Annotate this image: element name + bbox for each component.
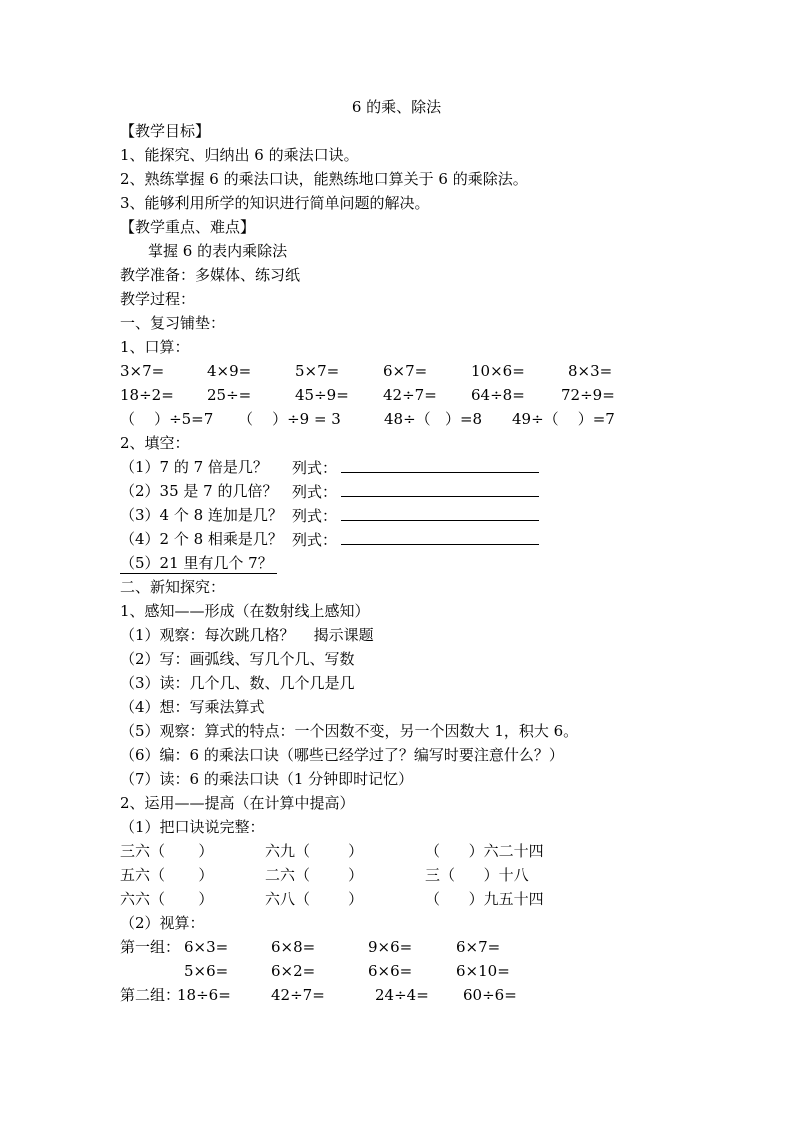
goal-item: 3、能够利用所学的知识进行简单问题的解决。: [120, 194, 430, 212]
step-item: （7）读：6 的乘法口诀（1 分钟即时记忆）: [120, 770, 414, 788]
visual-calc-cell: 18÷6=: [177, 986, 231, 1004]
part1-heading: 1、感知——形成（在数射线上感知）: [120, 602, 370, 620]
goal-item: 1、能探究、归纳出 6 的乘法口诀。: [120, 146, 359, 164]
review-heading: 一、复习铺垫：: [120, 314, 226, 332]
fill-heading: 2、填空：: [120, 434, 190, 452]
rhyme-cell: 六九（ ）: [265, 842, 364, 860]
formula-label: 列式：: [292, 504, 539, 526]
prep-text: 教学准备：多媒体、练习纸: [120, 266, 301, 284]
fill-question: （4）2 个 8 相乘是几？: [120, 530, 283, 548]
calc-cell: 6×7=: [383, 362, 428, 380]
calc-cell: 3×7=: [120, 362, 165, 380]
goal-item: 2、熟练掌握 6 的乘法口诀，能熟练地口算关于 6 的乘除法。: [120, 170, 528, 188]
visual-calc-cell: 9×6=: [368, 938, 413, 956]
calc-cell: （ ）÷5=7: [120, 410, 214, 428]
group1-label: 第一组：: [120, 938, 181, 956]
calc-cell: 45÷9=: [295, 386, 349, 404]
visual-calc-cell: 5×6=: [184, 962, 229, 980]
fill-question: （1）7 的 7 倍是几？: [120, 458, 268, 476]
calc-cell: 5×7=: [295, 362, 340, 380]
visual-calc-cell: 60÷6=: [463, 986, 517, 1004]
new-heading: 二、新知探究：: [120, 578, 226, 596]
step-item: （3）读：几个几、数、几个几是几: [120, 674, 355, 692]
visual-calc-cell: 6×2=: [271, 962, 316, 980]
oral-calc-heading: 1、口算：: [120, 338, 190, 356]
calc-cell: 72÷9=: [561, 386, 615, 404]
answer-blank: [341, 504, 539, 521]
page-title: 6 的乘、除法: [351, 98, 442, 116]
visual-calc-cell: 6×8=: [271, 938, 316, 956]
calc-cell: （ ）÷9 = 3: [238, 410, 341, 428]
rhyme-cell: （ ）六二十四: [425, 842, 544, 860]
calc-cell: 49÷（ ）=7: [512, 410, 615, 428]
calc-cell: 10×6=: [471, 362, 525, 380]
rhyme-cell: （ ）九五十四: [425, 890, 544, 908]
sub1-heading: （1）把口诀说完整：: [120, 818, 265, 836]
sub2-heading: （2）视算：: [120, 914, 205, 932]
calc-cell: 64÷8=: [471, 386, 525, 404]
calc-cell: 18÷2=: [120, 386, 174, 404]
step-item: （6）编：6 的乘法口诀（哪些已经学过了？编写时要注意什么？）: [120, 746, 564, 764]
key-points-text: 掌握 6 的表内乘除法: [148, 242, 288, 260]
formula-label: 列式：: [292, 456, 539, 478]
visual-calc-cell: 6×3=: [184, 938, 229, 956]
step-item: （2）写：画弧线、写几个几、写数: [120, 650, 355, 668]
formula-label: 列式：: [292, 528, 539, 550]
fill-question: （2）35 是 7 的几倍？: [120, 482, 278, 500]
visual-calc-cell: 6×6=: [368, 962, 413, 980]
visual-calc-cell: 24÷4=: [375, 986, 429, 1004]
rhyme-cell: 三六（ ）: [120, 842, 214, 860]
visual-calc-cell: 6×10=: [456, 962, 510, 980]
fill-question: （3）4 个 8 连加是几？: [120, 506, 283, 524]
rhyme-cell: 六六（ ）: [120, 890, 214, 908]
step-item: （5）观察：算式的特点：一个因数不变，另一个因数大 1，积大 6。: [120, 722, 579, 740]
rhyme-cell: 五六（ ）: [120, 866, 214, 884]
group2-label: 第二组：: [120, 986, 181, 1004]
goals-heading: 【教学目标】: [120, 122, 211, 140]
rhyme-cell: 二六（ ）: [265, 866, 364, 884]
process-heading: 教学过程：: [120, 290, 196, 308]
step-item: （4）想：写乘法算式: [120, 698, 265, 716]
calc-cell: 42÷7=: [383, 386, 437, 404]
rhyme-cell: 六八（ ）: [265, 890, 364, 908]
answer-blank: [341, 528, 539, 545]
calc-cell: 8×3=: [568, 362, 613, 380]
answer-blank: [341, 480, 539, 497]
rhyme-cell: 三（ ）十八: [425, 866, 529, 884]
visual-calc-cell: 6×7=: [456, 938, 501, 956]
key-points-heading: 【教学重点、难点】: [120, 218, 256, 236]
formula-label: 列式：: [292, 480, 539, 502]
fill-question-5: （5）21 里有几个 7？: [120, 552, 277, 574]
visual-calc-cell: 42÷7=: [271, 986, 325, 1004]
answer-blank: [341, 456, 539, 473]
part2-heading: 2、运用——提高（在计算中提高）: [120, 794, 355, 812]
calc-cell: 48÷（ ）=8: [384, 410, 483, 428]
calc-cell: 4×9=: [207, 362, 252, 380]
calc-cell: 25÷=: [207, 386, 252, 404]
step-item: （1）观察：每次跳几格？ 揭示课题: [120, 626, 374, 644]
